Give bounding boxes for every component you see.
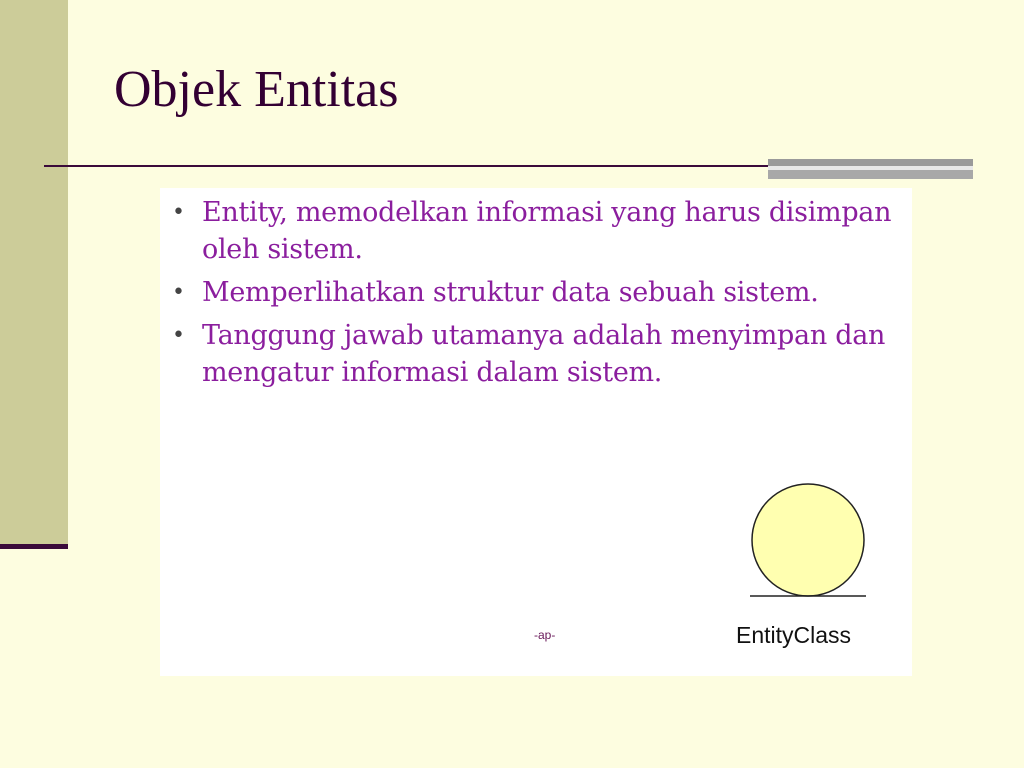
accent-band-bottom [768,170,973,179]
entity-circle [752,484,864,596]
left-bar-end-line [0,544,68,549]
content-image [160,188,912,676]
accent-band-top [768,159,973,166]
entity-class-icon [748,482,868,602]
bullet-marker: • [172,280,185,305]
bullet-text: Memperlihatkan struktur data sebuah sistem. [202,277,819,308]
bullet-marker: • [172,200,185,225]
slide-title: Objek Entitas [114,61,399,118]
entity-label: EntityClass [736,622,852,648]
bullet-item [172,194,912,268]
title-underline-accent [768,159,973,179]
bullet-item [172,274,912,311]
footer-mark: -ap- [534,628,556,642]
left-decorative-bar [0,0,68,544]
bullet-text: Tanggung jawab utamanya adalah menyimpan dan mengatur informasi dalam sistem. [202,320,886,388]
bullet-text: Entity, memodelkan informasi yang harus disimpan oleh sistem. [202,197,892,265]
bullet-marker: • [172,323,185,348]
title-underline [44,165,768,167]
bullet-list [172,194,912,397]
bullet-item [172,317,912,391]
